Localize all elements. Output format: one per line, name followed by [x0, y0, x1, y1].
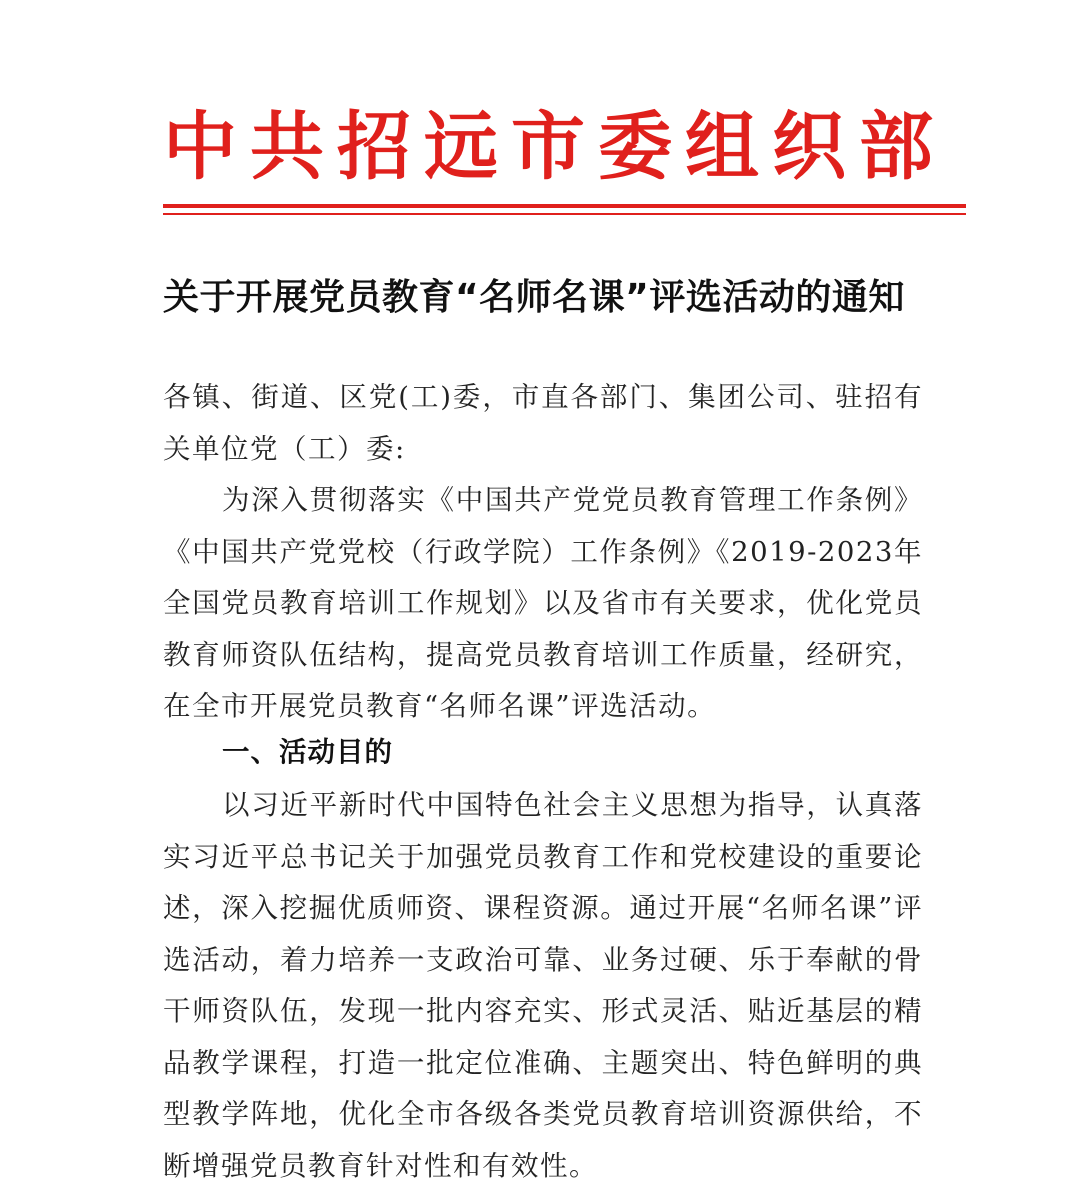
- document-title: 关于开展党员教育“名师名课”评选活动的通知: [163, 277, 905, 318]
- paragraph-purpose: 以习近平新时代中国特色社会主义思想为指导，认真落实习近平总书记关于加强党员教育工作和党校建设的重要论述，深入挖掘优质师资、课程资源。通过开展“名师名课”评选活动，着力培养一支政治可靠、业务过硬、乐于奉献的骨干师资队伍，发现一批内容充实、形式灵活、贴近基层的精品教学课程，打造一批定位准确、主题突出、特色鲜明的典型教学阵地，优化全市各级各类党员教育培训资源供给，不断增强党员教育针对性和有效性。: [163, 789, 923, 1182]
- paragraph-intro: 为深入贯彻落实《中国共产党党员教育管理工作条例》《中国共产党党校（行政学院）工作条例》《2019-2023年全国党员教育培训工作规划》以及省市有关要求，优化党员教育师资队伍结构，提高党员教育培训工作质量，经研究，在全市开展党员教育“名师名课”评选活动。: [163, 484, 923, 722]
- red-rule-thick: [163, 204, 966, 208]
- red-rule-thin: [163, 213, 966, 215]
- section-heading: 一、活动目的: [222, 736, 393, 768]
- salutation: 各镇、街道、区党(工)委，市直各部门、集团公司、驻招有关单位党（工）委:: [163, 381, 923, 465]
- issuer-header: 中共招远市委组织部: [163, 104, 946, 190]
